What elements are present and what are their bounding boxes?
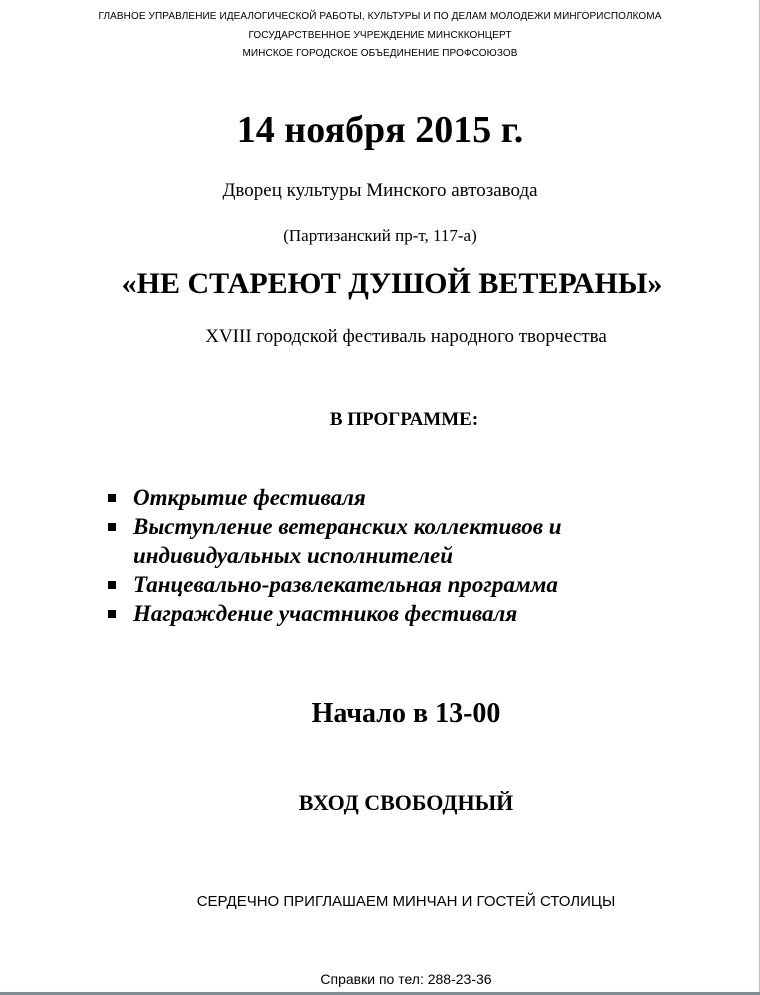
square-bullet-icon bbox=[108, 581, 116, 589]
program-item bbox=[108, 512, 728, 541]
square-bullet-icon bbox=[108, 494, 116, 502]
program-item-text: Танцевально-развлекательная программа bbox=[133, 572, 558, 597]
program-item-text: Награждение участников фестиваля bbox=[133, 601, 518, 626]
program-item bbox=[108, 483, 728, 512]
program-item bbox=[108, 599, 728, 628]
header-organization-2: ГОСУДАРСТВЕННОЕ УЧРЕЖДЕНИЕ МИНСККОНЦЕРТ bbox=[248, 30, 512, 41]
program-item-text: индивидуальных исполнителей bbox=[133, 543, 454, 568]
header-organization-1: ГЛАВНОЕ УПРАВЛЕНИЕ ИДЕАЛОГИЧЕСКОЙ РАБОТЫ, КУЛЬТУРЫ И ПО ДЕЛАМ МОЛОДЕЖИ МИНГОРИСПОЛКОМА bbox=[98, 11, 662, 22]
header-organization-3: МИНСКОЕ ГОРОДСКОЕ ОБЪЕДИНЕНИЕ ПРОФСОЮЗОВ bbox=[242, 48, 518, 59]
event-date: 14 ноября 2015 г. bbox=[236, 109, 524, 151]
square-bullet-icon bbox=[108, 610, 116, 618]
contact-phone: Справки по тел: 288-23-36 bbox=[320, 971, 492, 987]
event-address: (Партизанский пр-т, 117-а) bbox=[283, 226, 477, 245]
start-time: Начало в 13-00 bbox=[311, 698, 501, 729]
square-bullet-icon bbox=[108, 523, 116, 531]
entry-free: ВХОД СВОБОДНЫЙ bbox=[298, 790, 514, 815]
event-subtitle: XVIII городской фестиваль народного творчества bbox=[205, 326, 607, 347]
program-list bbox=[108, 483, 728, 628]
program-item-text: Выступление ветеранских коллективов и bbox=[133, 514, 562, 539]
program-item bbox=[108, 570, 728, 599]
event-venue: Дворец культуры Минского автозавода bbox=[222, 180, 538, 201]
invitation-text: СЕРДЕЧНО ПРИГЛАШАЕМ МИНЧАН И ГОСТЕЙ СТОЛИЦЫ bbox=[196, 893, 616, 910]
program-heading: В ПРОГРАММЕ: bbox=[329, 409, 479, 430]
event-title: «НЕ СТАРЕЮТ ДУШОЙ ВЕТЕРАНЫ» bbox=[121, 267, 663, 300]
program-item-continuation bbox=[108, 541, 728, 570]
program-item-text: Открытие фестиваля bbox=[133, 485, 366, 510]
